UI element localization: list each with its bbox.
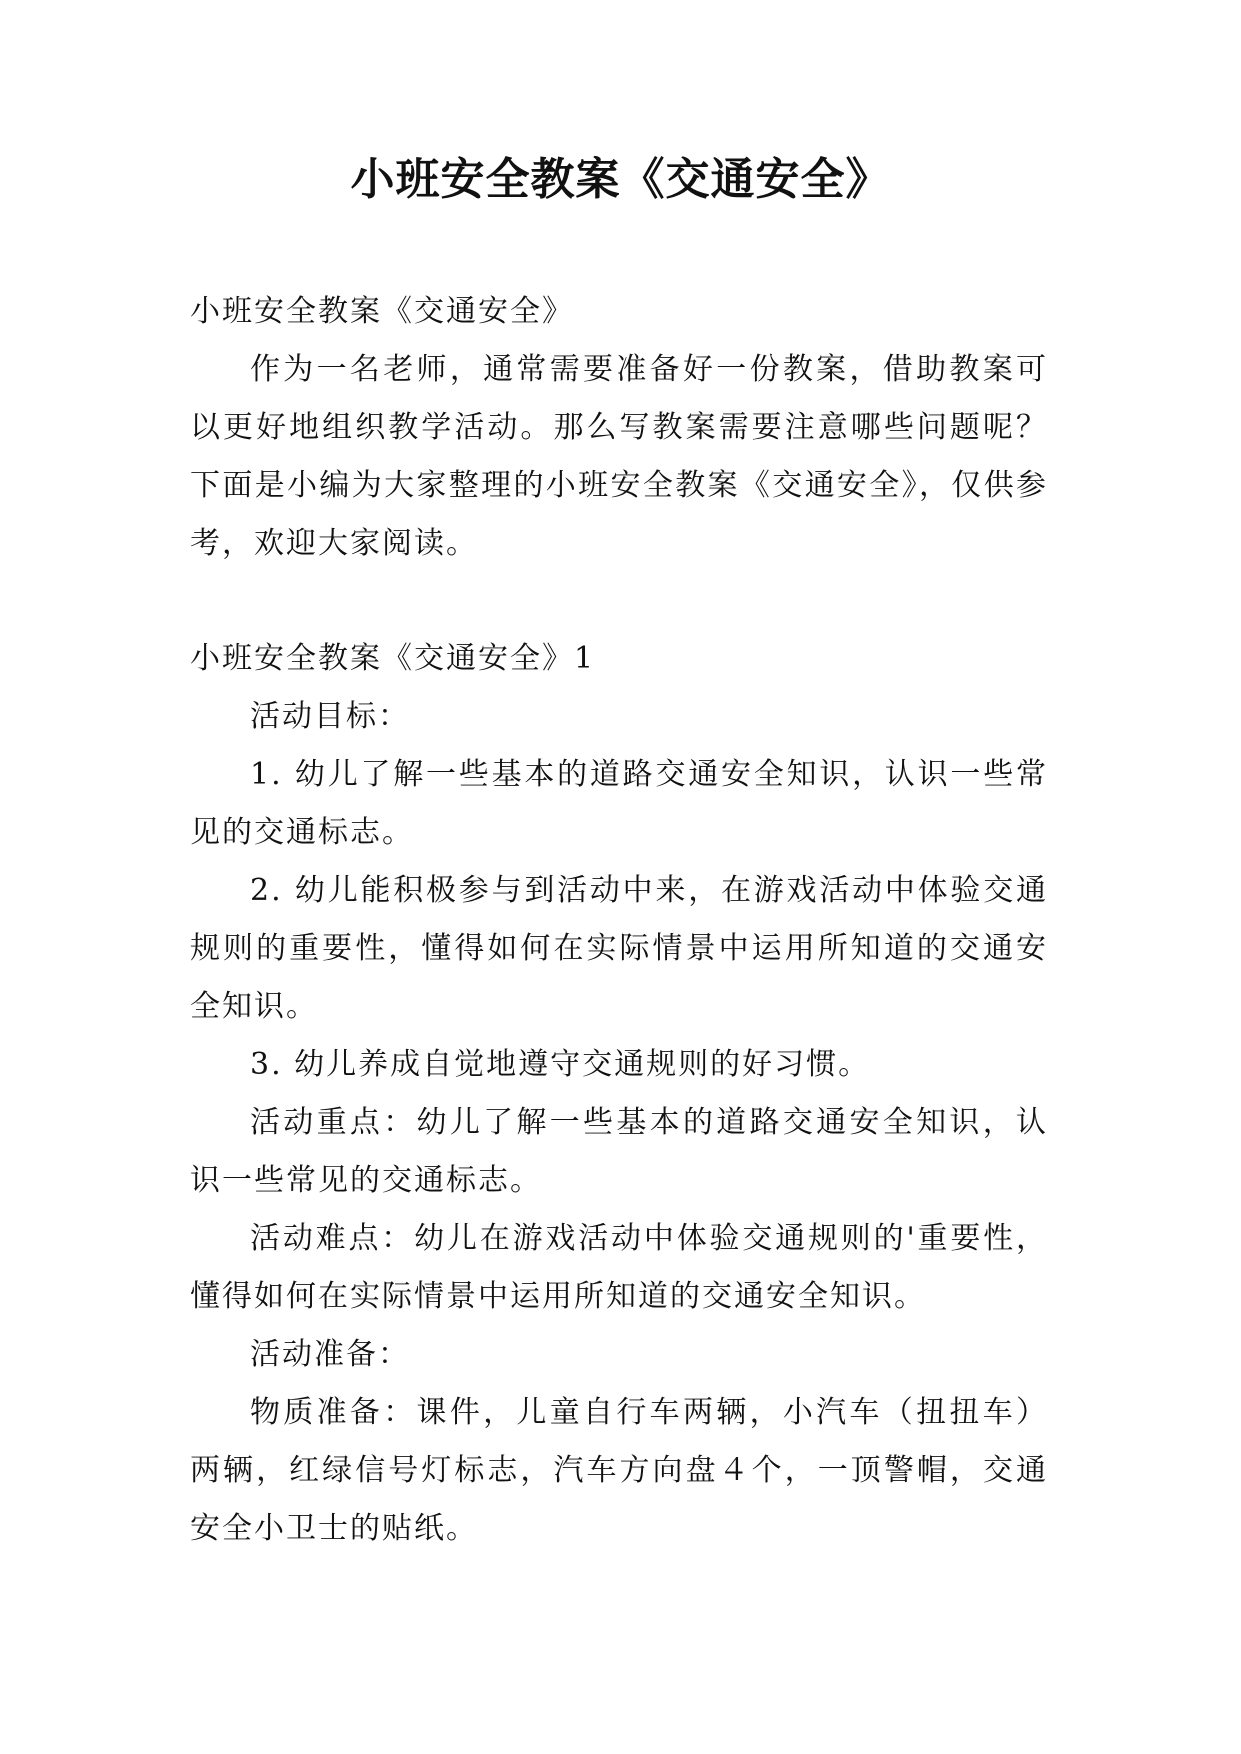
prep-label: 活动准备： [250, 1337, 410, 1372]
goal-3: 3. 幼儿养成自觉地遵守交通规则的好习惯。 [250, 1047, 871, 1082]
intro-heading: 小班安全教案《交通安全》 [190, 294, 574, 329]
section-gap [190, 573, 1048, 630]
materials: 物质准备：课件，儿童自行车两辆，小汽车（扭扭车）两辆，红绿信号灯标志，汽车方向盘４个，一顶警帽，交通安全小卫士的贴纸。 [190, 1395, 1048, 1546]
document-title: 小班安全教案《交通安全》 [350, 154, 891, 205]
difficulty: 活动难点：幼儿在游戏活动中体验交通规则的'重要性，懂得如何在实际情景中运用所知道的交通安全知识。 [190, 1221, 1048, 1314]
document-body [190, 283, 1048, 1558]
key-point: 活动重点：幼儿了解一些基本的道路交通安全知识，认识一些常见的交通标志。 [190, 1105, 1048, 1198]
section1-heading: 小班安全教案《交通安全》1 [190, 641, 596, 676]
goal-2: 2. 幼儿能积极参与到活动中来，在游戏活动中体验交通规则的重要性，懂得如何在实际情景中运用所知道的交通安全知识。 [190, 873, 1048, 1024]
goals-label: 活动目标： [250, 699, 410, 734]
goal-1: 1. 幼儿了解一些基本的道路交通安全知识，认识一些常见的交通标志。 [190, 757, 1048, 850]
intro-paragraph: 作为一名老师，通常需要准备好一份教案，借助教案可以更好地组织教学活动。那么写教案需要注意哪些问题呢？下面是小编为大家整理的小班安全教案《交通安全》，仅供参考，欢迎大家阅读。 [190, 352, 1048, 561]
